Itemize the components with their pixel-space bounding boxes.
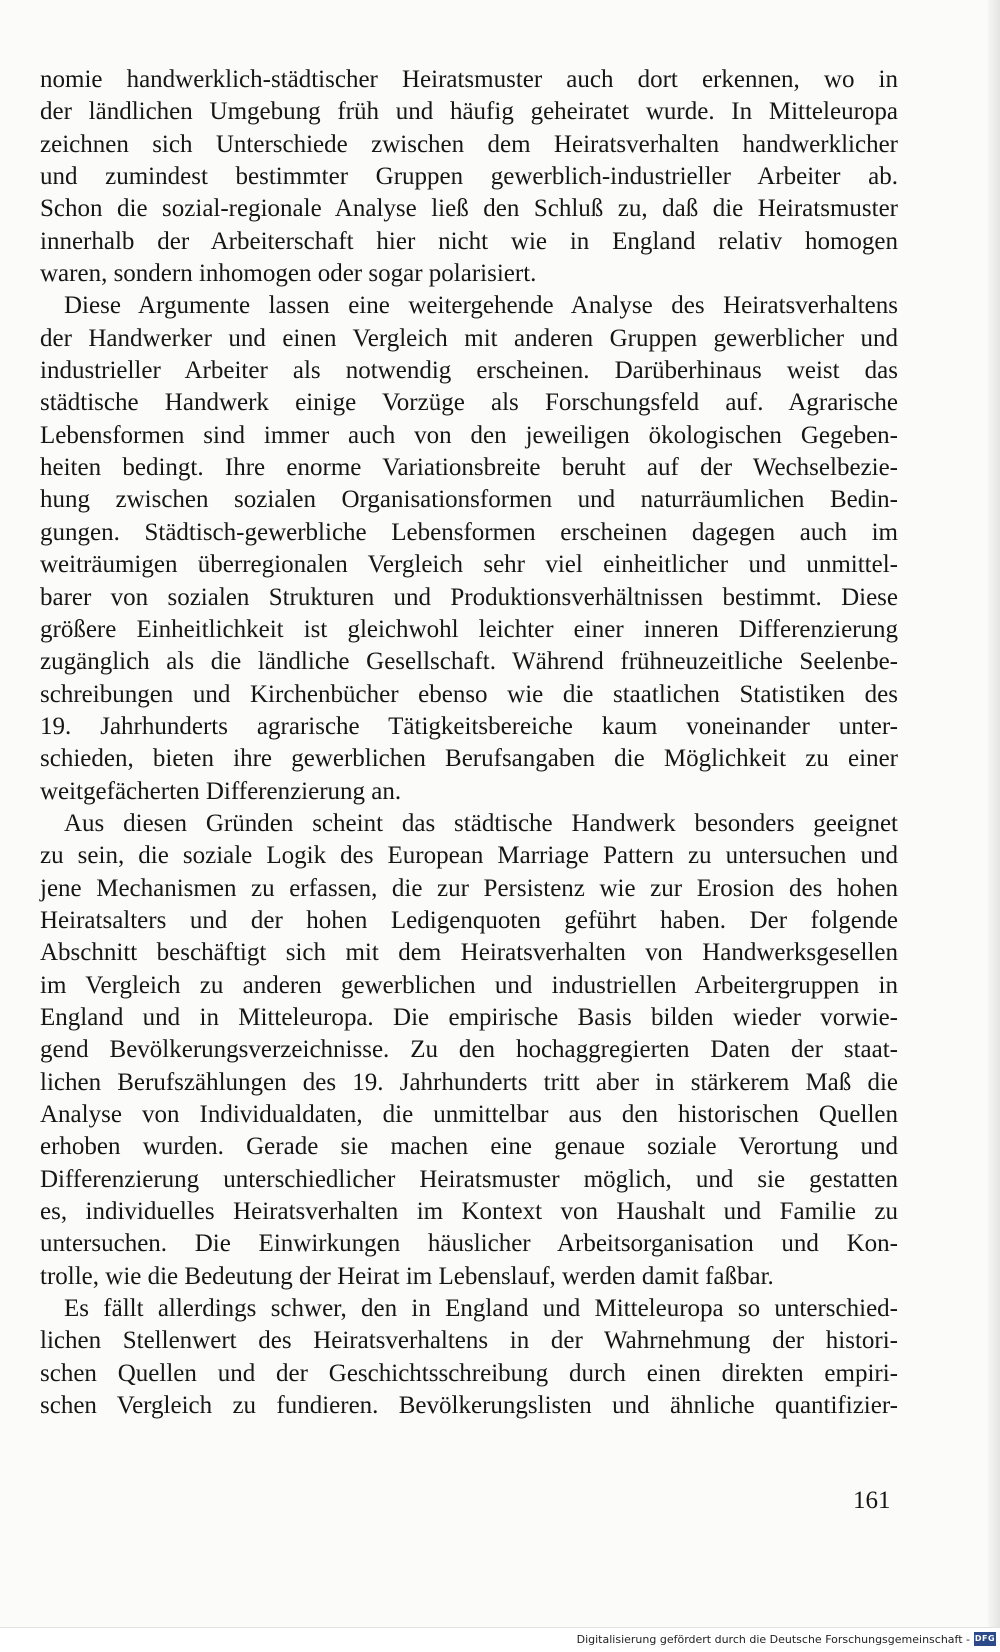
text-line: Diese Argumente lassen eine weitergehende Analyse des Heiratsverhaltens (64, 292, 898, 320)
text-line: erhoben wurden. Gerade sie machen eine genaue soziale Verortung und (40, 1133, 898, 1161)
text-line: und zumindest bestimmter Gruppen gewerblich-industrieller Arbeiter ab. (40, 163, 898, 191)
text-line: zugänglich als die ländliche Gesellschaft. Während frühneuzeitliche Seelenbe- (40, 648, 898, 676)
text-line: innerhalb der Arbeiterschaft hier nicht wie in England relativ homogen (40, 227, 898, 255)
text-line: im Vergleich zu anderen gewerblichen und industriellen Arbeitergruppen in (40, 971, 898, 999)
text-line: jene Mechanismen zu erfassen, die zur Persistenz wie zur Erosion des hohen (40, 874, 898, 902)
text-line: Differenzierung unterschiedlicher Heiratsmuster möglich, und sie gestatten (40, 1165, 898, 1193)
text-line: städtische Handwerk einige Vorzüge als Forschungsfeld auf. Agrarische (40, 389, 898, 417)
scan-edge (988, 0, 1000, 1651)
text-line: Lebensformen sind immer auch von den jeweiligen ökologischen Gegeben- (40, 421, 898, 449)
text-line: Heiratsalters und der hohen Ledigenquoten geführt haben. Der folgende (40, 906, 898, 934)
digitization-footer (0, 1627, 1000, 1652)
text-line: weitgefächerten Differenzierung an. (40, 777, 402, 805)
text-line: gungen. Städtisch-gewerbliche Lebensformen erscheinen dagegen auch im (40, 518, 898, 546)
text-line: industrieller Arbeiter als notwendig erscheinen. Darüberhinaus weist das (40, 357, 898, 385)
text-line: barer von sozialen Strukturen und Produktionsverhältnissen bestimmt. Diese (40, 583, 898, 611)
paragraph (40, 290, 898, 808)
text-line: größere Einheitlichkeit ist gleichwohl leichter einer inneren Differenzierung (40, 615, 898, 643)
text-line: lichen Berufszählungen des 19. Jahrhunderts tritt aber in stärkerem Maß die (40, 1068, 898, 1096)
text-line: England und in Mitteleuropa. Die empirische Basis bilden wieder vorwie- (40, 1003, 898, 1031)
text-line: 19. Jahrhunderts agrarische Tätigkeitsbereiche kaum voneinander unter- (40, 712, 898, 740)
funding-credit: Digitalisierung gefördert durch die Deutsche Forschungsgemeinschaft - (576, 1633, 970, 1646)
text-line: es, individuelles Heiratsverhalten im Kontext von Haushalt und Familie zu (40, 1198, 898, 1226)
text-line: lichen Stellenwert des Heiratsverhaltens in der Wahrnehmung der histori- (40, 1327, 898, 1355)
text-line: der ländlichen Umgebung früh und häufig geheiratet wurde. In Mitteleuropa (40, 98, 898, 126)
text-line: weiträumigen überregionalen Vergleich sehr viel einheitlicher und unmittel- (40, 551, 898, 579)
text-line: Aus diesen Gründen scheint das städtische Handwerk besonders geeignet (64, 809, 898, 837)
text-line: schen Vergleich zu fundieren. Bevölkerungslisten und ähnliche quantifizier- (40, 1392, 898, 1420)
text-line: schen Quellen und der Geschichtsschreibung durch einen direkten empiri- (40, 1359, 898, 1387)
text-line: trolle, wie die Bedeutung der Heirat im Lebenslauf, werden damit faßbar. (40, 1262, 774, 1290)
text-line: Abschnitt beschäftigt sich mit dem Heiratsverhalten von Handwerksgesellen (40, 939, 898, 967)
text-line: zeichnen sich Unterschiede zwischen dem Heiratsverhalten handwerklicher (40, 130, 898, 158)
text-line: zu sein, die soziale Logik des European Marriage Pattern zu untersuchen und (40, 842, 898, 870)
text-line: nomie handwerklich-städtischer Heiratsmuster auch dort erkennen, wo in (40, 66, 898, 93)
text-line: gend Bevölkerungsverzeichnisse. Zu den hochaggregierten Daten der staat- (40, 1036, 898, 1064)
paragraph (40, 64, 898, 290)
text-line: heiten bedingt. Ihre enorme Variationsbreite beruht auf der Wechselbezie- (40, 454, 898, 482)
dfg-logo: DFG (974, 1632, 996, 1646)
text-line: waren, sondern inhomogen oder sogar polarisiert. (40, 260, 537, 288)
paragraph (40, 1293, 898, 1422)
text-line: hung zwischen sozialen Organisationsformen und naturräumlichen Bedin- (40, 486, 898, 514)
text-line: der Handwerker und einen Vergleich mit anderen Gruppen gewerblicher und (40, 324, 898, 352)
text-line: schreibungen und Kirchenbücher ebenso wie die staatlichen Statistiken des (40, 680, 898, 708)
paragraph (40, 808, 898, 1293)
text-line: schieden, bieten ihre gewerblichen Berufsangaben die Möglichkeit zu einer (40, 745, 898, 773)
text-line: Analyse von Individualdaten, die unmittelbar aus den historischen Quellen (40, 1101, 898, 1128)
text-line: Es fällt allerdings schwer, den in England und Mitteleuropa so unterschied- (64, 1295, 898, 1323)
text-line: Schon die sozial-regionale Analyse ließ den Schluß zu, daß die Heiratsmuster (40, 195, 898, 223)
text-line: untersuchen. Die Einwirkungen häuslicher Arbeitsorganisation und Kon- (40, 1230, 898, 1258)
page-number: 161 (853, 1487, 891, 1514)
body-text (40, 64, 898, 1422)
